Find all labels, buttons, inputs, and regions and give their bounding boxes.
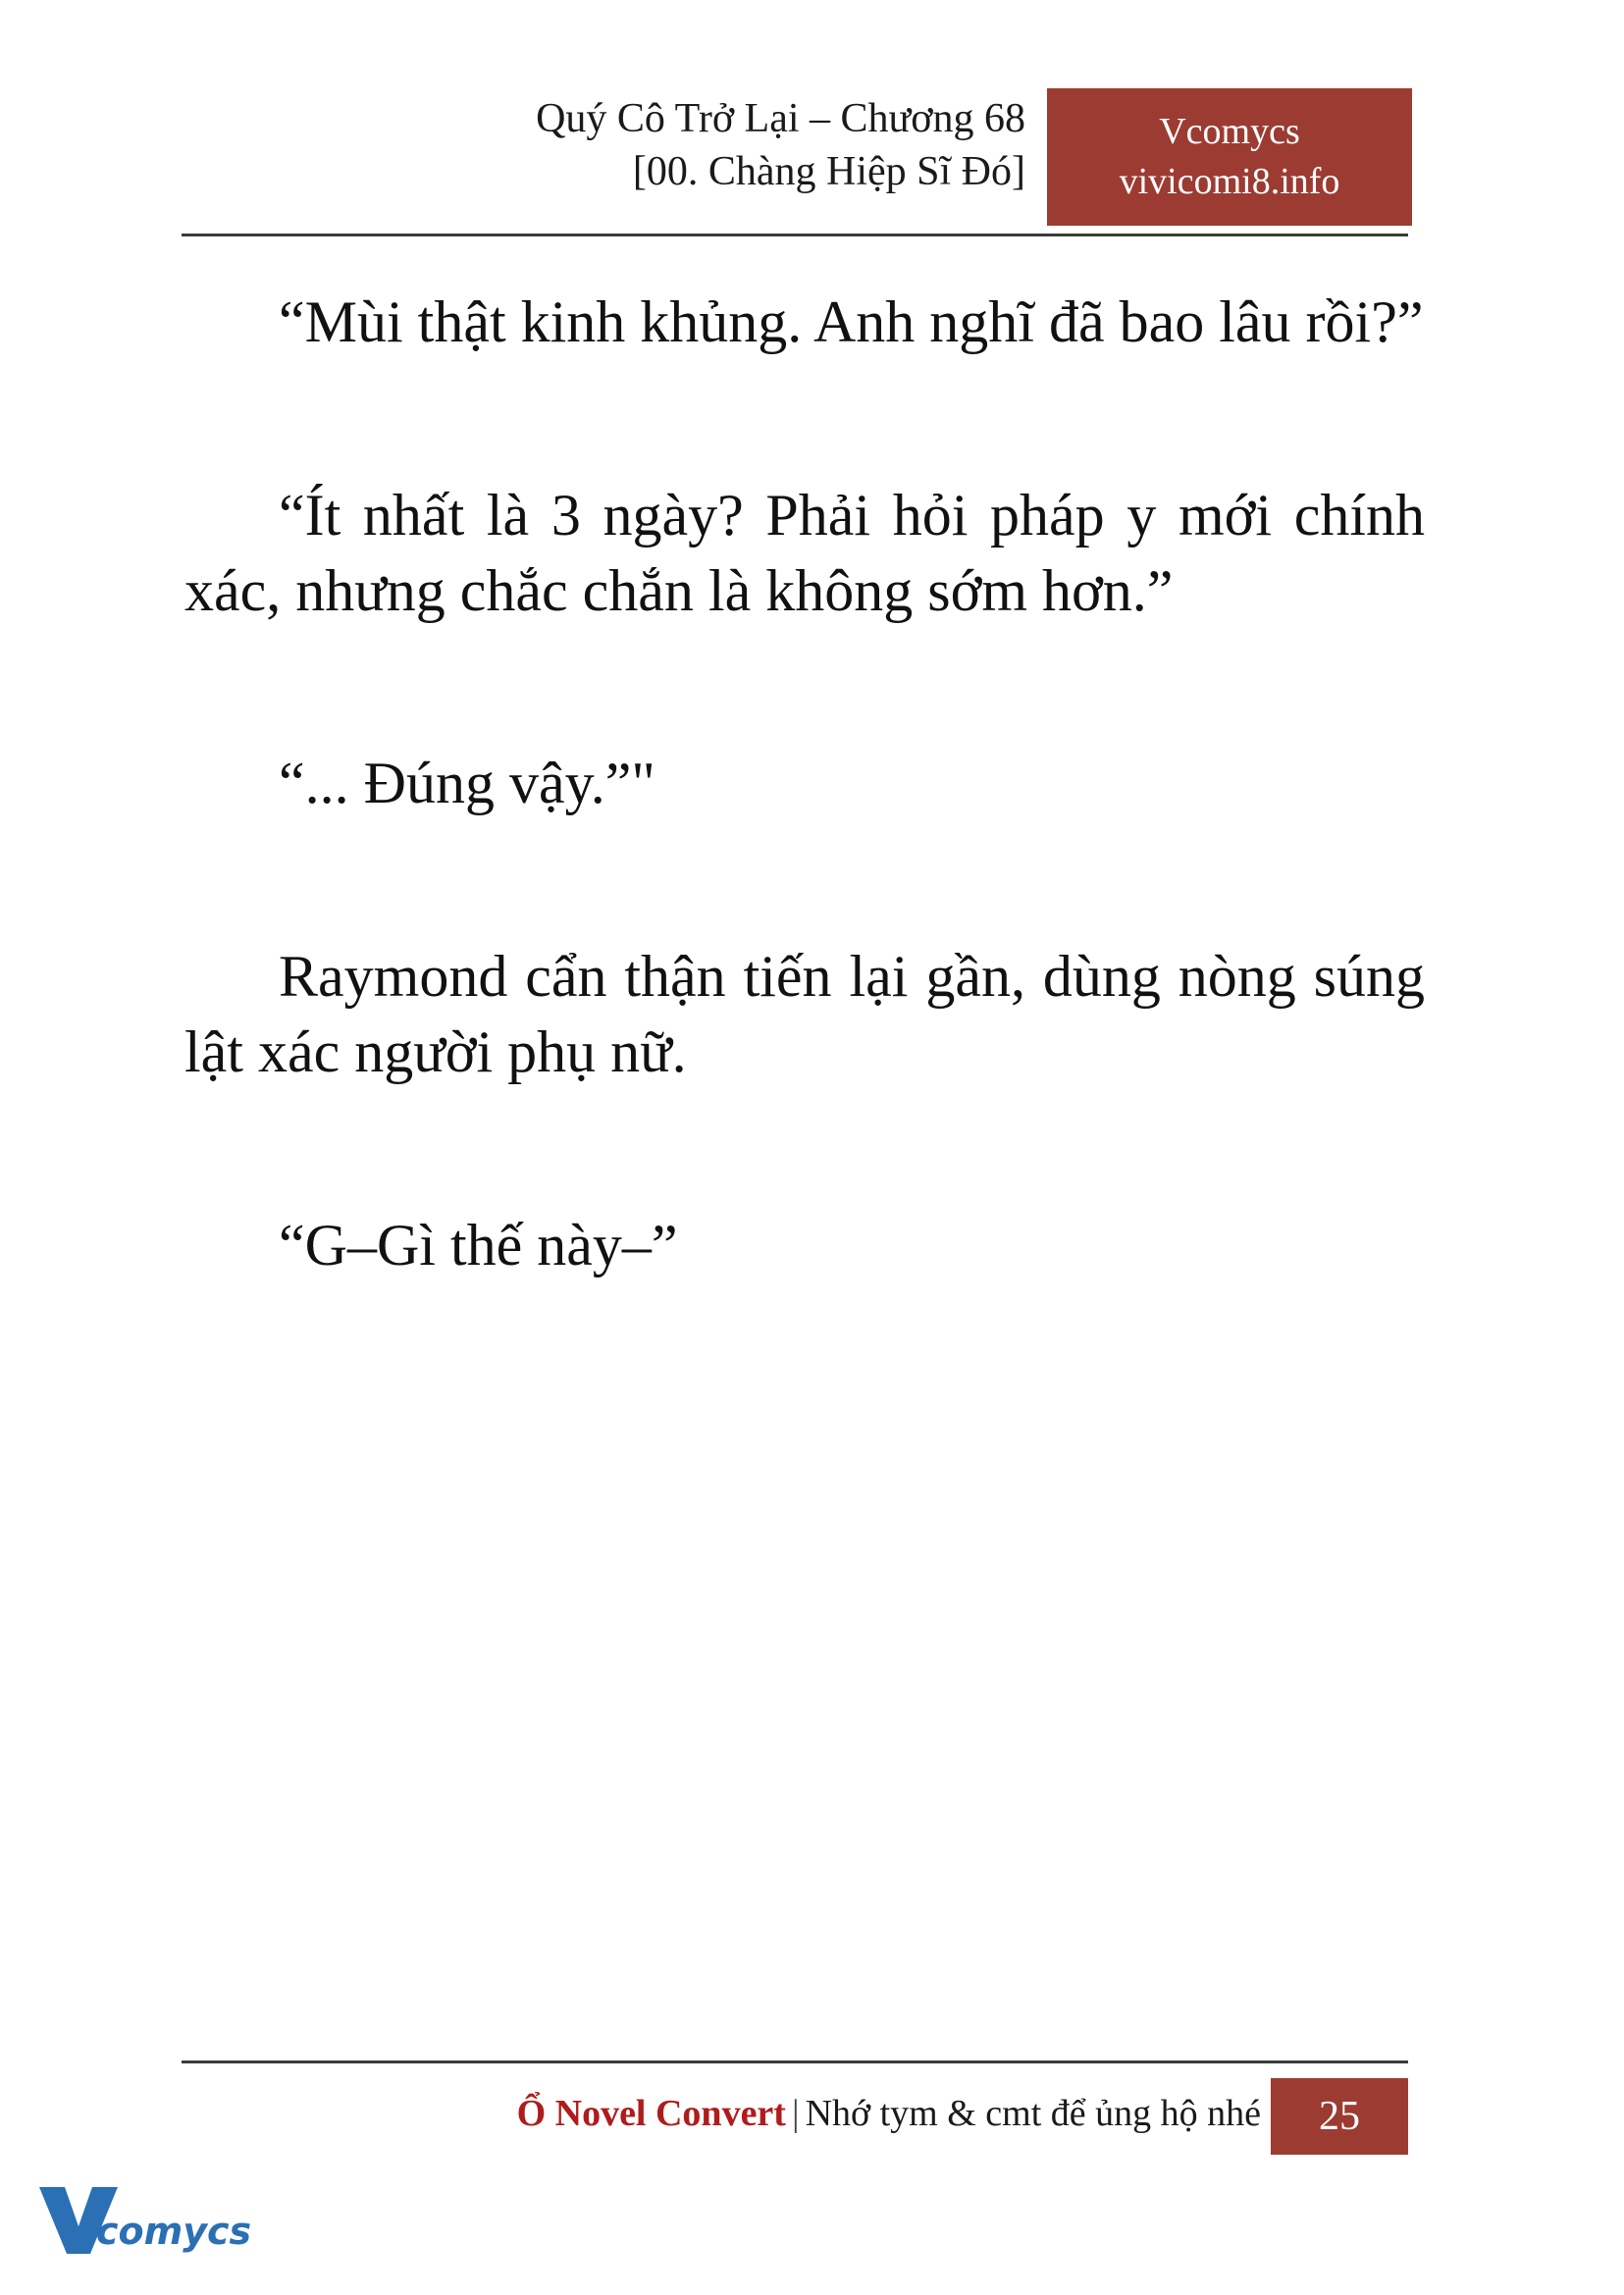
site-badge-name: Vcomycs [1159, 110, 1300, 152]
header-divider [182, 234, 1408, 236]
footer-brand: Ổ Novel Convert [516, 2093, 786, 2134]
header-title-line1: Quý Cô Trở Lại – Chương 68 [536, 96, 1025, 141]
header-title [182, 93, 1025, 199]
paragraph: “... Đúng vậy.”" [279, 751, 655, 816]
paragraph: “Mùi thật kinh khủng. Anh nghĩ đã bao lâu rồi?” [279, 289, 1424, 354]
paragraph: Raymond cẩn thận tiến lại gần, dùng nòng súng lật xác người phụ nữ. [184, 944, 1425, 1084]
page-footer [182, 2078, 1408, 2155]
paragraph: “G–Gì thế này–” [279, 1212, 678, 1278]
page-content [184, 285, 1425, 1380]
footer-separator: | [791, 2093, 800, 2134]
site-badge-url: vivicomi8.info [1119, 161, 1340, 202]
svg-text:comycs: comycs [96, 2210, 252, 2253]
page-number-badge: 25 [1271, 2078, 1408, 2155]
footer-note: Nhớ tym & cmt để ủng hộ nhé [805, 2093, 1261, 2134]
site-badge [1047, 88, 1412, 226]
header-title-line2: [00. Chàng Hiệp Sĩ Đó] [632, 148, 1025, 194]
paragraph: “Ít nhất là 3 ngày? Phải hỏi pháp y mới chính xác, nhưng chắc chắn là không sớm hơn.” [184, 482, 1425, 623]
page-header [182, 93, 1408, 235]
footer-divider [182, 2060, 1408, 2063]
vcomycs-watermark-icon [35, 2179, 261, 2268]
footer-note-wrapper [517, 2092, 1261, 2135]
